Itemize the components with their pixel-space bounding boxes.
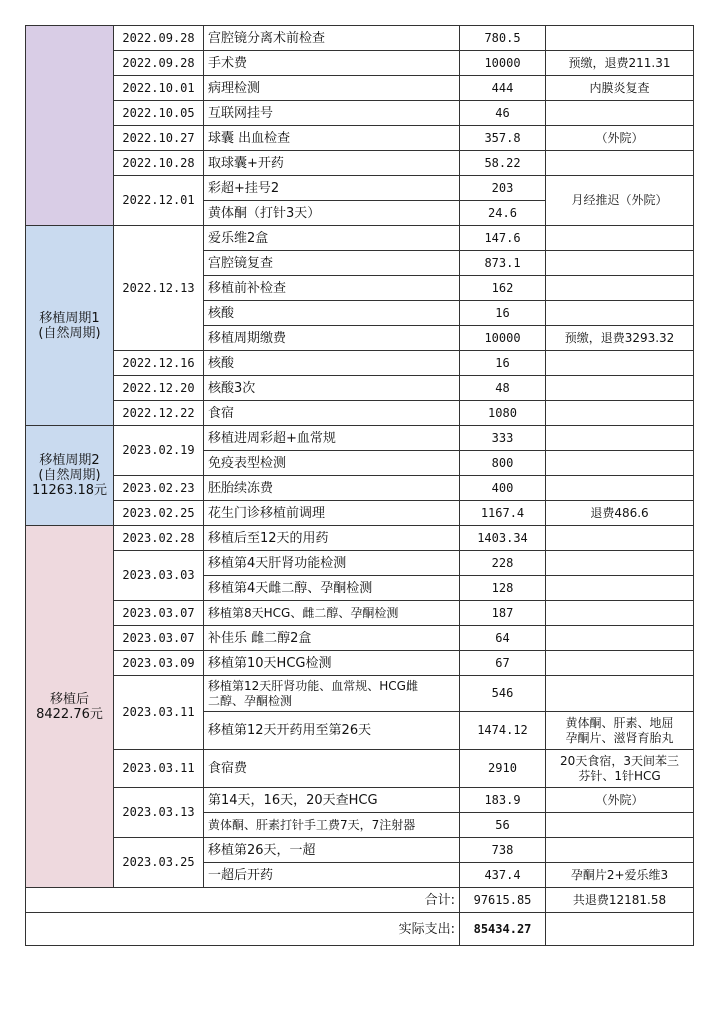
group-cell-1 (26, 26, 114, 226)
date-cell: 2022.10.01 (114, 76, 204, 101)
group-total: 8422.76元 (36, 706, 103, 722)
item-cell: 免疫表型检测 (204, 451, 460, 476)
note-cell (546, 576, 694, 601)
date-cell: 2022.09.28 (114, 51, 204, 76)
table-row (26, 676, 694, 712)
refund-total: 共退费12181.58 (546, 888, 694, 913)
table-row (26, 76, 694, 101)
note-cell (546, 651, 694, 676)
note-cell (546, 813, 694, 838)
amount-cell: 58.22 (460, 151, 546, 176)
item-cell: 核酸 (204, 301, 460, 326)
note-cell (546, 838, 694, 863)
item-cell: 球囊 出血检查 (204, 126, 460, 151)
date-cell: 2022.12.22 (114, 401, 204, 426)
item-cell: 移植周期缴费 (204, 326, 460, 351)
item-line: 二醇、孕酮检测 (208, 693, 293, 708)
note-cell (546, 151, 694, 176)
table-row (26, 626, 694, 651)
amount-cell: 64 (460, 626, 546, 651)
item-cell: 一超后开药 (204, 863, 460, 888)
actual-value: 85434.27 (460, 913, 546, 946)
note-cell: 预缴，退费3293.32 (546, 326, 694, 351)
item-cell: 病理检测 (204, 76, 460, 101)
item-cell: 移植后至12天的用药 (204, 526, 460, 551)
group-label: 移植周期2 (39, 453, 100, 468)
amount-cell: 67 (460, 651, 546, 676)
note-cell (546, 451, 694, 476)
item-cell: 取球囊+开药 (204, 151, 460, 176)
sum-value: 97615.85 (460, 888, 546, 913)
item-cell: 手术费 (204, 51, 460, 76)
date-cell: 2022.10.05 (114, 101, 204, 126)
table-row (26, 51, 694, 76)
date-cell: 2022.12.13 (114, 226, 204, 351)
group-cell-4 (26, 526, 114, 888)
amount-cell: 48 (460, 376, 546, 401)
table-row (26, 551, 694, 576)
table-row (26, 788, 694, 813)
amount-cell: 16 (460, 301, 546, 326)
note-cell (546, 526, 694, 551)
date-cell: 2023.03.09 (114, 651, 204, 676)
amount-cell: 46 (460, 101, 546, 126)
date-cell: 2023.02.25 (114, 501, 204, 526)
note-cell: （外院） (546, 788, 694, 813)
item-cell: 移植第26天，一超 (204, 838, 460, 863)
date-cell: 2022.12.20 (114, 376, 204, 401)
amount-cell: 228 (460, 551, 546, 576)
note-cell (546, 376, 694, 401)
date-cell: 2022.10.27 (114, 126, 204, 151)
note-line: 20天食宿，3天间苯三 (560, 753, 679, 768)
item-cell: 彩超+挂号2 (204, 176, 460, 201)
amount-cell: 10000 (460, 51, 546, 76)
date-cell: 2023.03.11 (114, 750, 204, 788)
group-label: 移植后 (49, 691, 89, 707)
note-cell: 预缴，退费211.31 (546, 51, 694, 76)
note-cell (546, 276, 694, 301)
date-cell: 2023.02.28 (114, 526, 204, 551)
amount-cell: 333 (460, 426, 546, 451)
table-row (26, 501, 694, 526)
amount-cell: 187 (460, 601, 546, 626)
item-cell: 移植第4天雌二醇、孕酮检测 (204, 576, 460, 601)
date-cell: 2023.03.07 (114, 601, 204, 626)
item-cell: 移植第4天肝肾功能检测 (204, 551, 460, 576)
item-cell: 爱乐维2盒 (204, 226, 460, 251)
item-cell: 第14天，16天，20天查HCG (204, 788, 460, 813)
empty-cell (546, 913, 694, 946)
amount-cell: 437.4 (460, 863, 546, 888)
date-cell: 2022.10.28 (114, 151, 204, 176)
table-row (26, 426, 694, 451)
group-cell-2 (26, 226, 114, 426)
amount-cell: 1474.12 (460, 712, 546, 750)
amount-cell: 16 (460, 351, 546, 376)
date-cell: 2022.12.16 (114, 351, 204, 376)
note-cell (546, 476, 694, 501)
group-label: 移植周期1 (39, 310, 100, 326)
amount-cell: 147.6 (460, 226, 546, 251)
amount-cell: 24.6 (460, 201, 546, 226)
item-cell: 宫腔镜复查 (204, 251, 460, 276)
item-cell: 移植第12天开药用至第26天 (204, 712, 460, 750)
date-cell: 2022.09.28 (114, 26, 204, 51)
item-cell: 宫腔镜分离术前检查 (204, 26, 460, 51)
amount-cell: 1080 (460, 401, 546, 426)
total-row (26, 888, 694, 913)
note-cell: 月经推迟（外院） (546, 176, 694, 226)
table-row (26, 476, 694, 501)
amount-cell: 2910 (460, 750, 546, 788)
table-row (26, 226, 694, 251)
amount-cell: 873.1 (460, 251, 546, 276)
expense-table (25, 25, 694, 946)
amount-cell: 183.9 (460, 788, 546, 813)
item-line: 移植第12天肝肾功能、血常规、HCG雌 (208, 678, 418, 693)
note-cell (546, 601, 694, 626)
date-cell: 2023.03.11 (114, 676, 204, 750)
note-cell: 孕酮片2+爱乐维3 (546, 863, 694, 888)
item-cell: 黄体酮、肝素打针手工费7天，7注射器 (204, 813, 460, 838)
note-cell (546, 626, 694, 651)
table-row (26, 838, 694, 863)
table-row (26, 176, 694, 201)
note-cell (546, 351, 694, 376)
group-total: 11263.18元 (31, 483, 108, 498)
item-cell: 黄体酮（打针3天） (204, 201, 460, 226)
note-cell (546, 226, 694, 251)
date-cell: 2023.03.03 (114, 551, 204, 601)
sum-label: 合计: (26, 888, 460, 913)
note-cell: （外院） (546, 126, 694, 151)
item-cell: 互联网挂号 (204, 101, 460, 126)
table-row (26, 526, 694, 551)
amount-cell: 738 (460, 838, 546, 863)
item-cell: 核酸 (204, 351, 460, 376)
table-row (26, 651, 694, 676)
note-line: 孕酮片、滋肾育胎丸 (565, 730, 674, 745)
note-cell (546, 301, 694, 326)
date-cell: 2023.02.23 (114, 476, 204, 501)
actual-row (26, 913, 694, 946)
item-cell: 补佳乐 雌二醇2盒 (204, 626, 460, 651)
item-cell: 花生门诊移植前调理 (204, 501, 460, 526)
note-line: 黄体酮、肝素、地屈 (565, 715, 674, 730)
table-row (26, 376, 694, 401)
amount-cell: 546 (460, 676, 546, 712)
amount-cell: 10000 (460, 326, 546, 351)
amount-cell: 1403.34 (460, 526, 546, 551)
item-cell: 食宿 (204, 401, 460, 426)
item-cell: 食宿费 (204, 750, 460, 788)
group-cell-3 (26, 426, 114, 526)
item-cell: 移植第10天HCG检测 (204, 651, 460, 676)
amount-cell: 1167.4 (460, 501, 546, 526)
date-cell: 2023.03.07 (114, 626, 204, 651)
item-cell: 移植进周彩超+血常规 (204, 426, 460, 451)
amount-cell: 444 (460, 76, 546, 101)
date-cell: 2022.12.01 (114, 176, 204, 226)
note-cell: 内膜炎复查 (546, 76, 694, 101)
date-cell: 2023.03.25 (114, 838, 204, 888)
item-cell: 移植前补检查 (204, 276, 460, 301)
note-cell (546, 101, 694, 126)
table-row (26, 101, 694, 126)
date-cell: 2023.02.19 (114, 426, 204, 476)
item-cell: 移植第8天HCG、雌二醇、孕酮检测 (204, 601, 460, 626)
note-cell (546, 551, 694, 576)
table-row (26, 401, 694, 426)
item-cell: 胚胎续冻费 (204, 476, 460, 501)
amount-cell: 780.5 (460, 26, 546, 51)
note-line: 芬针、1针HCG (578, 768, 661, 783)
actual-label: 实际支出: (26, 913, 460, 946)
date-cell: 2023.03.13 (114, 788, 204, 838)
note-cell (546, 676, 694, 712)
amount-cell: 357.8 (460, 126, 546, 151)
table-row (26, 750, 694, 788)
amount-cell: 162 (460, 276, 546, 301)
group-label: (自然周期) (38, 468, 101, 483)
note-cell (546, 426, 694, 451)
amount-cell: 400 (460, 476, 546, 501)
amount-cell: 203 (460, 176, 546, 201)
table-row (26, 151, 694, 176)
table-row (26, 351, 694, 376)
item-cell: 核酸3次 (204, 376, 460, 401)
amount-cell: 56 (460, 813, 546, 838)
note-cell (546, 401, 694, 426)
note-cell (546, 251, 694, 276)
note-cell (546, 750, 694, 788)
amount-cell: 128 (460, 576, 546, 601)
note-cell (546, 26, 694, 51)
table-row (26, 26, 694, 51)
table-row (26, 601, 694, 626)
group-label: (自然周期) (38, 325, 101, 341)
item-cell (204, 676, 460, 712)
table-row (26, 126, 694, 151)
amount-cell: 800 (460, 451, 546, 476)
note-cell (546, 712, 694, 750)
note-cell: 退费486.6 (546, 501, 694, 526)
